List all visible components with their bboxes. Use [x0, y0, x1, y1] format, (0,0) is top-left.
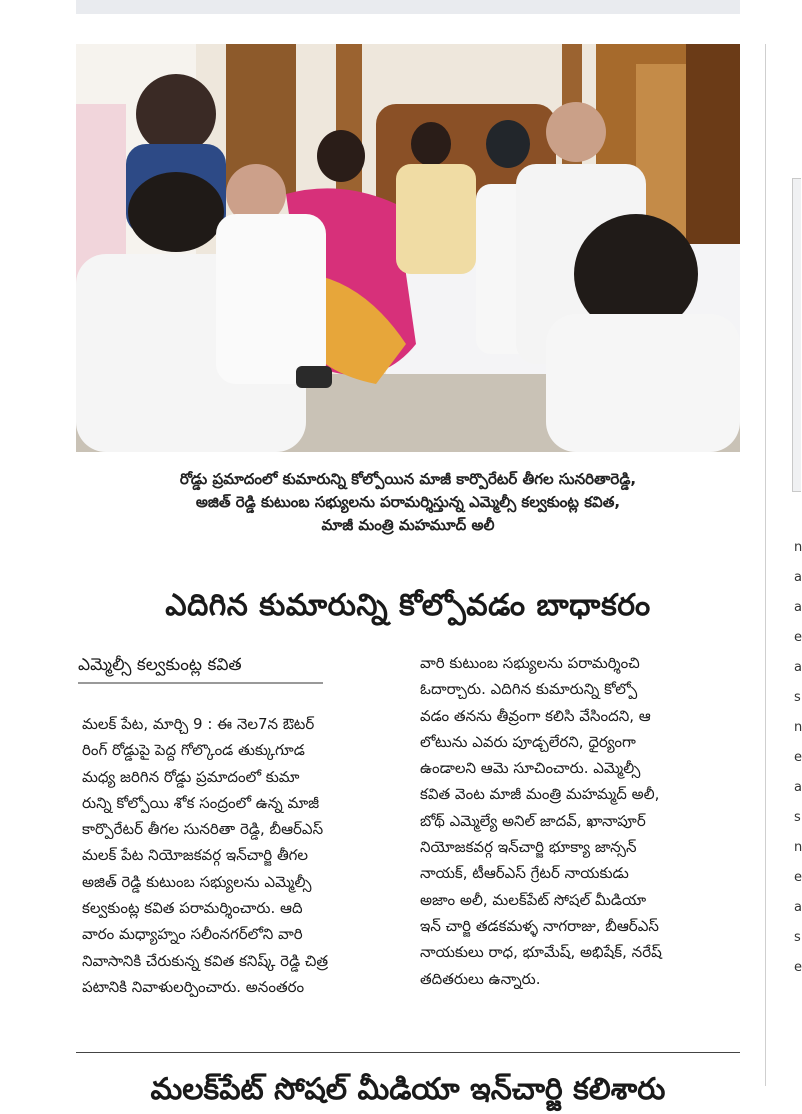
- body-line: లోటును ఎవరు పూడ్చలేరని, ధైర్యంగా: [420, 732, 636, 751]
- body-line: ఇన్ చార్జి తడకమళ్ళ నాగరాజు, బీఆర్ఎస్: [420, 916, 659, 935]
- body-line: ఉండాలని ఆమె సూచించారు. ఎమ్మెల్సీ: [420, 759, 641, 778]
- body-line: మధ్య జరిగిన రోడ్డు ప్రమాదంలో కుమా: [82, 767, 300, 786]
- adjacent-article-fragments: n a a e a s n e a s n e a s e: [794, 540, 802, 975]
- body-line: తదితరులు ఉన్నారు.: [420, 969, 541, 988]
- next-article-headline-cropped: [76, 1066, 740, 1107]
- adjacent-article-box: [792, 178, 801, 492]
- body-line: వారి కుటుంబ సభ్యులను పరామర్శించి: [420, 654, 640, 672]
- body-line: పటానికి నివాళులర్పించారు. అనంతరం: [82, 977, 305, 996]
- body-line: అజాం అలీ, మలక్‌పేట్ సోషల్ మీడియా: [420, 890, 647, 909]
- caption-line: రోడ్డు ప్రమాదంలో కుమారున్ని కోల్పోయిన మాజీ కార్పొరేటర్ తీగల సునరితారెడ్డి,: [179, 470, 637, 488]
- body-line: మలక్ పేట నియోజకవర్గ ఇన్‌చార్జి తీగల: [82, 846, 309, 865]
- next-headline-text: మలక్‌పేట్ సోషల్ మీడియా ఇన్‌చార్జి కలిశారు: [150, 1072, 666, 1107]
- photo-illustration: [76, 44, 740, 452]
- body-line: మలక్ పేట, మార్చి 9 : ఈ నెల7న ఔటర్: [82, 715, 315, 733]
- body-line: నియోజకవర్గ ఇన్‌చార్జి భూక్యా జాన్సన్: [420, 838, 637, 857]
- body-line: బోథ్ ఎమ్మెల్యే అనిల్ జాదవ్, ఖానాపూర్: [420, 811, 646, 830]
- body-line: నాయకులు రాధ, భూమేష్, అభిషేక్, నరేష్: [420, 943, 662, 962]
- body-line: వారం మధ్యాహ్నం సలీంనగర్‌లోని వారి: [82, 925, 303, 944]
- body-line: నాయక్, టీఆర్ఎస్ గ్రేటర్ నాయకుడు: [420, 864, 629, 883]
- body-line: రింగ్ రోడ్డుపై పెద్ద గోల్కొండ తుక్కుగూడ: [82, 741, 305, 760]
- section-divider: [76, 1052, 740, 1053]
- article-headline: ఎదిగిన కుమారున్ని కోల్పోవడం బాధాకరం: [165, 588, 651, 623]
- body-line: అజిత్ రెడ్డి కుటుంబ సభ్యులను ఎమ్మెల్సీ: [82, 872, 312, 891]
- body-line: కార్పొరేటర్ తీగల సునరితా రెడ్డి, బీఆర్ఎస్: [82, 820, 324, 839]
- body-line: ఓదార్చారు. ఎదిగిన కుమారున్ని కోల్పో: [420, 680, 638, 699]
- body-line: రున్ని కోల్పోయి శోక సంద్రంలో ఉన్న మాజీ: [82, 793, 320, 812]
- news-photo: [76, 44, 740, 452]
- body-line: వడం తనను తీవ్రంగా కలిసి వేసిందని, ఆ: [420, 706, 651, 725]
- article-byline: ఎమ్మెల్సీ కల్వకుంట్ల కవిత: [78, 655, 242, 675]
- column-divider: [765, 44, 766, 1086]
- caption-line: అజిత్ రెడ్డి కుటుంబ సభ్యులను పరామర్శిస్తున్న ఎమ్మెల్సీ కల్వకుంట్ల కవిత,: [195, 493, 621, 511]
- body-line: కల్వకుంట్ల కవిత పరామర్శించారు. ఆది: [82, 899, 303, 918]
- article-column-left: [82, 711, 398, 1000]
- article-column-right: [420, 650, 742, 992]
- photo-caption: [76, 468, 740, 537]
- byline-underline: [78, 682, 323, 684]
- body-line: కవిత వెంట మాజీ మంత్రి మహమ్మద్ అలీ,: [420, 785, 660, 804]
- body-line: నివాసానికి చేరుకున్న కవిత కనిష్క్ రెడ్డి చిత్ర: [82, 951, 329, 970]
- top-ad-strip: [76, 0, 740, 14]
- caption-line: మాజీ మంత్రి మహమూద్ అలీ: [321, 516, 495, 534]
